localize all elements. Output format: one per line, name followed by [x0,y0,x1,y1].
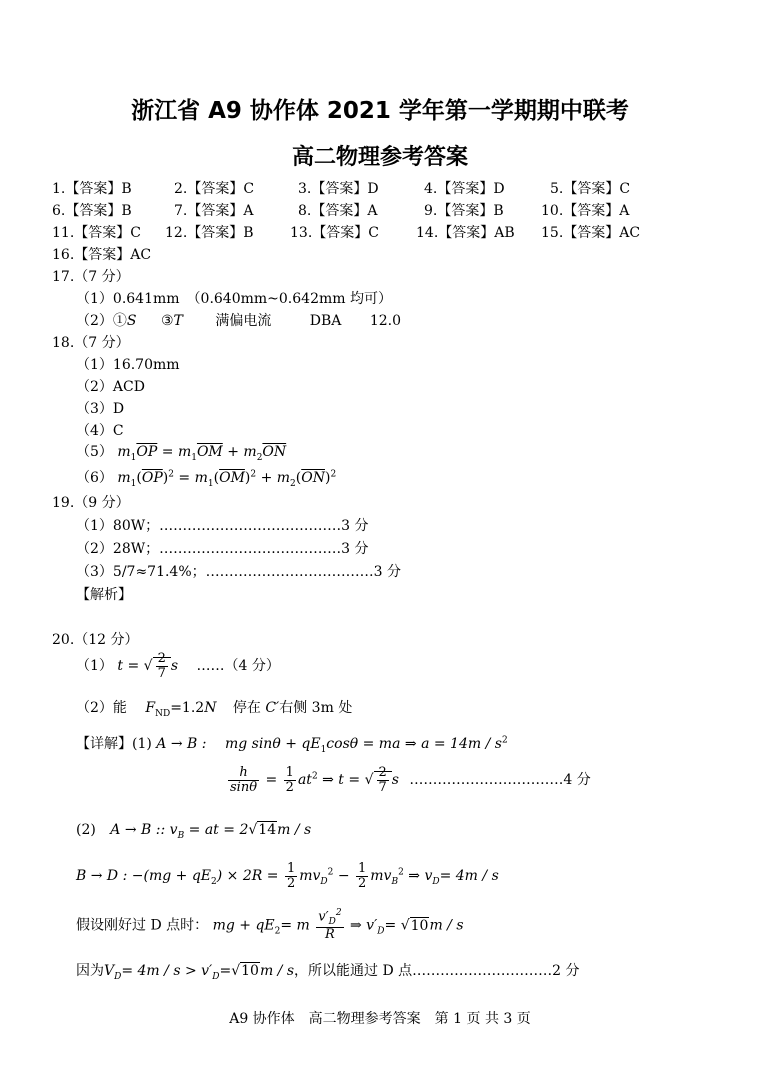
q20-imp-vd: ⇒ v [408,868,433,885]
q18-p5-s2: 1 [191,452,197,463]
q20-detail-3 [76,822,311,841]
q18-p5-eq: = [161,444,174,460]
q18-part5 [76,441,286,463]
q20-detail-2 [226,766,591,794]
q20-imp-vd2: ⇒ v′ [350,917,378,934]
q20-bd-b: ) × 2R = [216,868,279,885]
q20-p1-t: t [117,658,124,675]
q17-p2-num: （2） [76,313,113,329]
q18-p6-s1: 1 [130,478,137,489]
q20-p1-num2: 2 [157,651,166,666]
q19-head: 19.（9 分） [52,495,130,511]
q20-so: ，所以能通过 D 点…………………………2 分 [294,963,580,979]
q20-vb-eq: = at = 2 [188,822,249,838]
q18-p6-sq1: 2 [168,469,174,480]
answer-5: 5.【答案】C [550,181,631,197]
q20-eq3-sub: 2 [274,926,281,937]
q18-p6-s3: 2 [290,478,296,489]
q20-V-D: D [114,971,122,982]
q20-v4: = 4m / s > v′ [121,963,213,979]
q19-part3: （3）5/7≈71.4%；………………………………3 分 [76,564,402,580]
q19-analysis: 【解析】 [76,587,132,603]
q20-p1-den7: 7 [157,665,166,681]
answer-6: 6.【答案】B [52,203,132,219]
q18-p6-rp3: ) [324,470,331,486]
q18-part2: （2）ACD [76,379,145,395]
q17-p2-d: DBA [309,313,342,329]
answer-12: 12.【答案】B [165,225,254,241]
q20-mv1: mv [299,868,321,885]
q20-detail-1 [76,733,508,755]
q20-vb-sub: B [177,830,185,841]
q20-vb-root: 14 [258,822,277,838]
q20-V: V [104,963,115,979]
q20-p1-score: ……（4 分） [196,658,280,675]
q20-imp-t: ⇒ t = [322,772,361,789]
q20-bd: B → D : −(mg + qE [76,868,212,885]
answer-14: 14.【答案】AB [416,225,515,241]
q18-p5-on: $\overline{ON}$ [262,444,287,460]
q20-minus: − [337,868,350,885]
q20-p2-F: F [145,700,156,716]
q20-p2-label: (2) [76,822,96,838]
q20-vd2-eq: = [384,917,397,934]
q18-p5-num: （5） [76,444,113,460]
document-subtitle: 高二物理参考答案 [291,145,468,170]
q18-p6-s2: 1 [207,478,214,489]
q20-ten2: 10 [241,963,259,979]
q20-detail-label: 【详解】(1) [76,736,152,752]
answer-1: 1.【答案】B [52,181,132,197]
q20-p2-tail: 右侧 3m 处 [279,700,353,716]
sqrt-icon-2: √ [364,772,374,789]
q20-bd-h1n: 1 [286,861,296,876]
page-footer: A9 协作体 高二物理参考答案 第 1 页 共 3 页 [229,1011,531,1027]
q18-p6-lp1: ( [136,470,142,486]
q18-p6-eq: = [178,470,191,486]
q20-head: 20.（12 分） [52,632,139,648]
answer-2: 2.【答案】C [174,181,255,197]
q18-p5-s1: 1 [130,452,137,463]
q20-vd-sub: D [432,876,440,887]
q20-r-den: 7 [378,779,387,795]
q17-p2-e: 12.0 [369,313,402,329]
q20-vd-eq: = 4m / s [439,868,499,885]
q18-head: 18.（7 分） [52,335,130,351]
q20-p1-eq: = [127,658,140,675]
q20-r-num: 2 [378,765,387,780]
q20-detail-5 [76,909,464,942]
q18-p6-op: $\overline{OP}$ [141,470,163,486]
q20-bd-h1d: 2 [286,875,296,891]
answer-4: 4.【答案】D [424,181,505,197]
q20-vd2-D: D [328,916,336,927]
q20-part2 [76,697,352,719]
q17-p2-c: 满偏电流 [215,313,272,329]
q20-at2-sup: 2 [311,771,318,782]
q20-ms2: m / s [429,917,464,934]
q18-p6-lp3: ( [295,470,302,486]
q17-p2-a-circ: ① [112,313,127,329]
q20-eq1-b: cosθ = ma ⇒ a = 14m / s [326,736,502,752]
q20-part1 [76,652,280,680]
q20-p1-unit: s [170,658,179,675]
q18-p6-m2: m [194,470,208,486]
q20-ms3: m / s [259,963,295,979]
q20-vb: : v [160,822,178,838]
q18-part3: （3）D [76,401,125,417]
q18-p6-rp2: ) [244,470,251,486]
sqrt-icon: √ [143,658,153,675]
q18-p6-rp1: ) [162,470,169,486]
q18-p5-plus: + [227,444,239,460]
q18-p6-om: $\overline{OM}$ [219,470,245,486]
q20-ten: 10 [410,917,429,934]
q20-p2-stop: 停在 [232,700,261,716]
q17-p2-a-var: S [126,313,137,329]
answer-13: 13.【答案】C [290,225,379,241]
q20-vb-ms: m / s [277,822,312,838]
answer-3: 3.【答案】D [298,181,379,197]
q18-p5-m1: m [117,444,131,460]
q18-p6-sq3: 2 [330,469,337,480]
q18-p6-num: （6） [76,470,113,486]
answer-10: 10.【答案】A [541,203,630,219]
q20-bd-h2n: 1 [358,861,367,876]
q20-because: 因为 [76,963,104,979]
q18-part4: （4）C [76,423,124,439]
q20-mv2-sq: 2 [398,867,404,878]
q20-vd2b-D: D [377,926,385,937]
document-title: 浙江省 A9 协作体 2021 学年第一学期期中联考 [131,98,629,124]
q20-h: h [228,766,259,781]
sqrt-icon-5: √ [231,963,241,979]
q20-v4-D: D [212,971,220,982]
q18-part1: （1）16.70mm [76,357,180,373]
sqrt-icon-3: √ [248,822,258,838]
q20-vd2: v′ [318,909,329,925]
q18-p5-m3: m [243,444,257,460]
q20-eq1-sup: 2 [501,735,508,746]
q18-p5-s3: 2 [256,452,263,463]
sqrt-icon-4: √ [400,917,410,934]
q17-part1: （1）0.641mm （0.640mm~0.642mm 均可） [76,291,392,307]
q20-p2-text: （2）能 [76,700,127,716]
q20-score4: ……………………………4 分 [409,772,591,789]
q19-part1: （1）80W；…………………………………3 分 [76,518,369,534]
answer-8: 8.【答案】A [298,203,378,219]
q20-mv1-D: D [320,876,328,887]
q18-p6-m3: m [276,470,291,486]
q18-p6-plus: + [260,470,273,486]
q18-p6-m1: m [117,470,131,486]
q20-p2-N: N [204,700,217,716]
q20-sin: sinθ [230,779,258,795]
q17-p2-b-circ: ③ [160,313,174,329]
q20-detail-4 [76,862,499,890]
q20-eq1: mg sinθ + qE [224,736,321,752]
q19-part2: （2）28W；…………………………………3 分 [76,541,369,557]
q20-unit2: s [391,772,399,789]
q17-p2-b-var: T [173,313,183,329]
q20-eq2: = [265,772,278,789]
q20-detail-6 [76,960,580,982]
q20-ab2: A → B : [110,822,161,838]
q18-p5-op: $\overline{OP}$ [136,444,158,460]
q18-p6-sq2: 2 [250,469,257,480]
q20-eq1-sub: 1 [320,744,327,755]
q18-part6 [76,467,336,489]
q20-assume: 假设刚好过 D 点时： [76,917,209,934]
q18-p6-on: $\overline{ON}$ [301,470,325,486]
q20-at2: at [297,772,312,789]
q18-p6-lp2: ( [213,470,220,486]
answer-11: 11.【答案】C [52,225,141,241]
q20-p2-Fsub: ND [155,708,171,719]
q20-bd-sub: 2 [211,876,217,887]
q20-R: R [325,927,335,943]
q20-eq3-b: = m [280,917,310,934]
q20-p2-Cprime: C′ [265,700,280,716]
answer-15: 15.【答案】AC [541,225,641,241]
q20-v4-eq: = [219,963,232,979]
q20-vd2-sq: 2 [335,908,342,918]
q20-eq3: mg + qE [212,917,275,934]
q20-mv2: mv [370,868,392,885]
answer-7: 7.【答案】A [174,203,254,219]
q18-p5-om: $\overline{OM}$ [196,444,223,460]
answer-9: 9.【答案】B [424,203,504,219]
q20-bd-h2d: 2 [358,875,367,891]
q20-mv1-sq: 2 [327,867,334,878]
q17-head: 17.（7 分） [52,269,130,285]
q20-mv2-B: B [391,876,399,887]
answer-16: 16.【答案】AC [52,247,152,263]
q20-p2-val: =1.2 [170,700,205,716]
q20-ab: A → B : [156,736,207,752]
q20-half-n: 1 [285,765,294,780]
q18-p5-m2: m [177,444,192,460]
q17-part2 [76,310,401,330]
q20-p1-num: （1） [76,658,113,675]
q20-half-d: 2 [285,779,294,795]
